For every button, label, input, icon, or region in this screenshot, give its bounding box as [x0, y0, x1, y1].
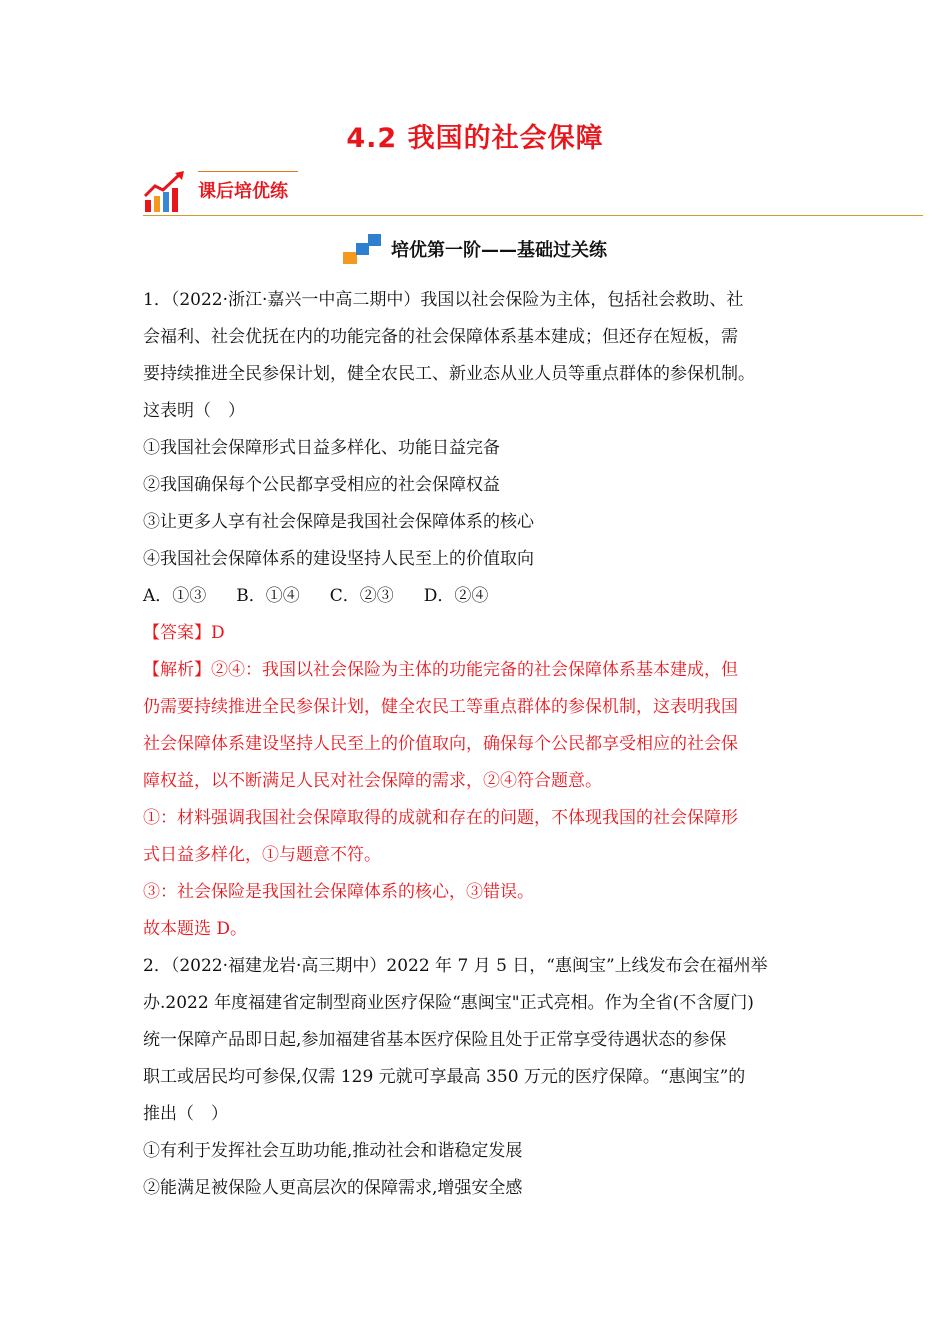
q1-statement: ③让更多人享有社会保障是我国社会保障体系的核心 — [143, 512, 534, 532]
q1-option-b: B．①④ — [236, 586, 300, 606]
q1-stem-line: 会福利、社会优抚在内的功能完备的社会保障体系基本建成；但还存在短板，需 — [143, 327, 738, 347]
q1-options — [143, 578, 813, 615]
q1-option-d: D．②④ — [423, 586, 489, 606]
q1-analysis-line: ③：社会保险是我国社会保障体系的核心，③错误。 — [143, 882, 534, 902]
q1-analysis-line: 【解析】②④：我国以社会保险为主体的功能完备的社会保障体系基本建成，但 — [143, 660, 738, 680]
section-banner-label: 课后培优练 — [198, 181, 288, 202]
banner-underline — [198, 171, 298, 172]
q2-statement: ①有利于发挥社会互助功能,推动社会和谐稳定发展 — [143, 1141, 523, 1161]
q1-analysis-line: 社会保障体系建设坚持人民至上的价值取向，确保每个公民都享受相应的社会保 — [143, 734, 738, 754]
q1-conclusion: 故本题选 D。 — [143, 919, 248, 939]
section-divider — [143, 215, 923, 216]
page-title: 4.2 我国的社会保障 — [346, 123, 604, 154]
q2-stem-line: 办.2022 年度福建省定制型商业医疗保险“惠闽宝"正式亮相。作为全省(不含厦门) — [143, 993, 754, 1013]
steps-icon — [343, 234, 383, 264]
q2-statement: ②能满足被保险人更高层次的保障需求,增强安全感 — [143, 1178, 523, 1198]
q1-stem-line: 这表明（ ） — [143, 401, 245, 421]
q1-option-a: A．①③ — [143, 586, 207, 606]
q1-answer: 【答案】D — [143, 623, 225, 643]
q1-statement: ②我国确保每个公民都享受相应的社会保障权益 — [143, 475, 500, 495]
q1-analysis-line: 障权益，以不断满足人民对社会保障的需求，②④符合题意。 — [143, 771, 602, 791]
q1-analysis-line: 式日益多样化，①与题意不符。 — [143, 845, 381, 865]
q1-option-c: C．②③ — [329, 586, 394, 606]
q1-analysis-line: ①：材料强调我国社会保障取得的成就和存在的问题，不体现我国的社会保障形 — [143, 808, 738, 828]
question-content — [143, 282, 813, 1207]
growth-chart-icon — [143, 170, 187, 214]
q1-stem-line: 要持续推进全民参保计划，健全农民工、新业态从业人员等重点群体的参保机制。 — [143, 364, 755, 384]
q2-stem-line: 职工或居民均可参保,仅需 129 元就可享最高 350 万元的医疗保障。“惠闽宝”的 — [143, 1067, 746, 1087]
q1-stem-line: 1．（2022·浙江·嘉兴一中高二期中）我国以社会保险为主体，包括社会救助、社 — [143, 290, 744, 310]
stage-heading-text: 培优第一阶——基础过关练 — [391, 240, 607, 261]
q1-statement: ④我国社会保障体系的建设坚持人民至上的价值取向 — [143, 549, 534, 569]
stage-heading — [0, 234, 950, 264]
q2-stem-line: 2．（2022·福建龙岩·高三期中）2022 年 7 月 5 日，“惠闽宝”上线发布会在福州举 — [143, 956, 768, 976]
q1-analysis-line: 仍需要持续推进全民参保计划，健全农民工等重点群体的参保机制，这表明我国 — [143, 697, 738, 717]
q2-stem-line: 统一保障产品即日起,参加福建省基本医疗保险且处于正常享受待遇状态的参保 — [143, 1030, 727, 1050]
q1-statement: ①我国社会保障形式日益多样化、功能日益完备 — [143, 438, 500, 458]
q2-stem-line: 推出（ ） — [143, 1104, 228, 1124]
